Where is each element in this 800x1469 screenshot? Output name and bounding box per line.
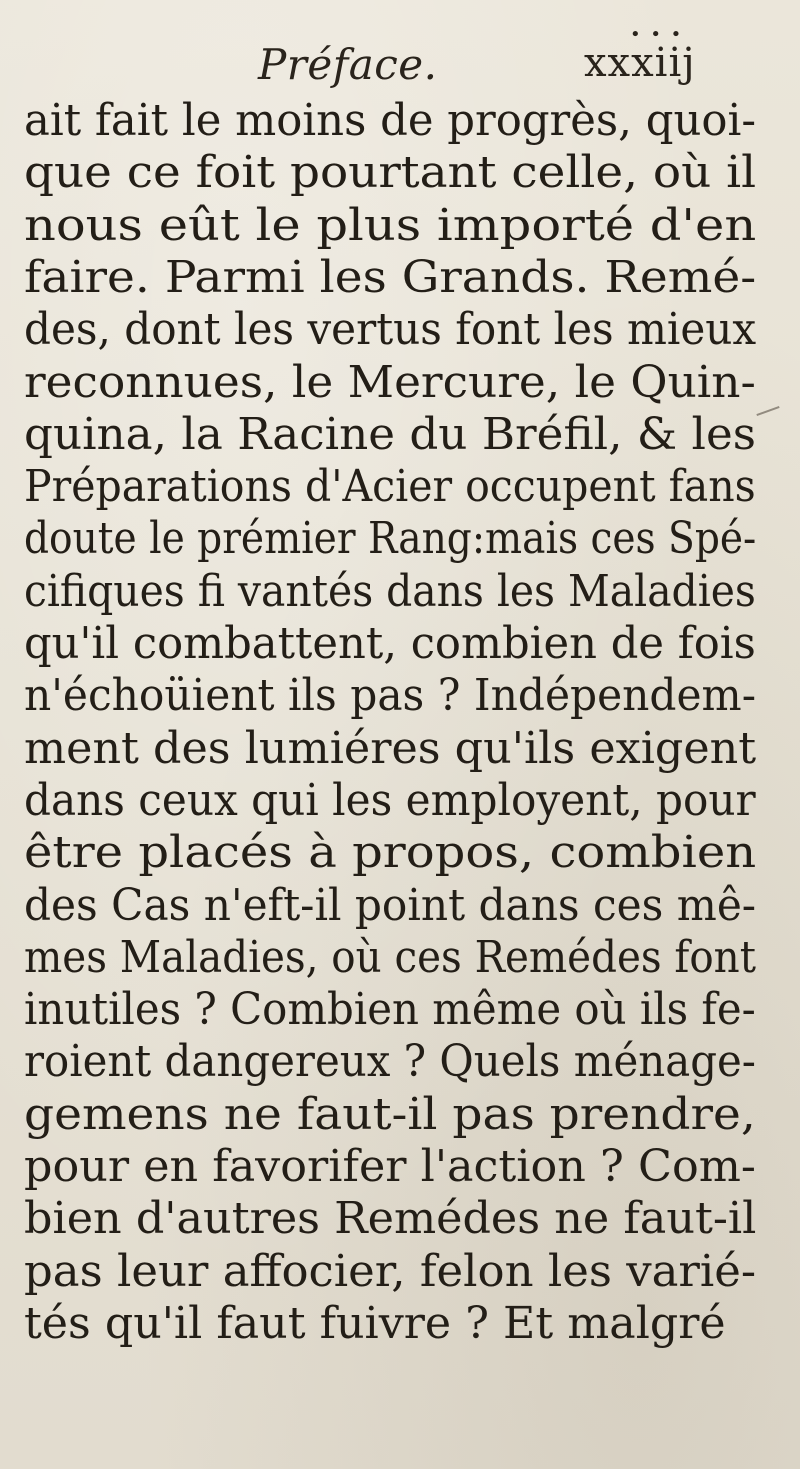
text-line [0, 252, 800, 304]
text-line-content: roient dangereux ? Quels ménage- [24, 1036, 756, 1088]
text-line [0, 1089, 800, 1141]
text-line-content: faire. Parmi les Grands. Remé- [24, 251, 757, 303]
text-line-content: gemens ne faut-il pas prendre, [24, 1088, 756, 1140]
text-line [0, 1036, 800, 1088]
text-line [0, 618, 800, 670]
text-line-content: cifiques fi vantés dans les Maladies [24, 565, 756, 617]
text-line-content: nous eût le plus importé d'en [24, 199, 757, 251]
page-number: xxxiij [584, 40, 696, 86]
text-line [0, 984, 800, 1036]
text-line [0, 147, 800, 199]
text-line-content: pas leur affocier, felon les varié- [24, 1245, 757, 1297]
running-head [0, 24, 800, 100]
text-line [0, 827, 800, 879]
text-line [0, 200, 800, 252]
text-line-content: bien d'autres Remédes ne faut-il [24, 1193, 757, 1245]
text-line-content: tés qu'il faut fuivre ? Et malgré [24, 1297, 726, 1349]
text-line-content: doute le prémier Rang:mais ces Spé- [24, 513, 757, 565]
text-line [0, 566, 800, 618]
text-line-content: des, dont les vertus font les mieux [24, 304, 757, 356]
text-line [0, 461, 800, 513]
text-line-content: que ce foit pourtant celle, où il [24, 147, 757, 199]
text-line [0, 1246, 800, 1298]
text-line [0, 1193, 800, 1245]
text-line-content: reconnues, le Mercure, le Quin- [24, 356, 756, 408]
text-line [0, 670, 800, 722]
text-line [0, 409, 800, 461]
text-line-content: Préparations d'Acier occupent fans [24, 461, 756, 513]
text-line-content: inutiles ? Combien même où ils fe- [24, 984, 756, 1036]
text-line [0, 1141, 800, 1193]
text-line-content: mes Maladies, où ces Remédes font [24, 931, 756, 983]
text-line-content: être placés à propos, combien [24, 827, 757, 879]
running-title: Préface. [258, 40, 438, 89]
text-line [0, 880, 800, 932]
text-line-content: ait fait le moins de progrès, quoi- [24, 95, 756, 146]
text-line-content: n'échoüient ils pas ? Indépendem- [24, 670, 757, 722]
text-line [0, 723, 800, 775]
text-line [0, 304, 800, 356]
signature-mark: • • • [630, 24, 684, 45]
text-line-content: dans ceux qui les employent, pour [24, 774, 756, 826]
text-line [0, 95, 800, 147]
text-line [0, 513, 800, 565]
text-line [0, 932, 800, 984]
text-line-content: pour en favorifer l'action ? Com- [24, 1141, 756, 1192]
text-line-content: quina, la Racine du Bréfil, & les [24, 408, 756, 460]
text-line-content: qu'il combattent, combien de fois [24, 618, 756, 669]
text-line-content: ment des lumiéres qu'ils exigent [24, 722, 757, 774]
text-line [0, 357, 800, 409]
text-line-content: des Cas n'eft-il point dans ces mê- [24, 879, 757, 931]
text-line [0, 775, 800, 827]
text-line [0, 1298, 800, 1350]
